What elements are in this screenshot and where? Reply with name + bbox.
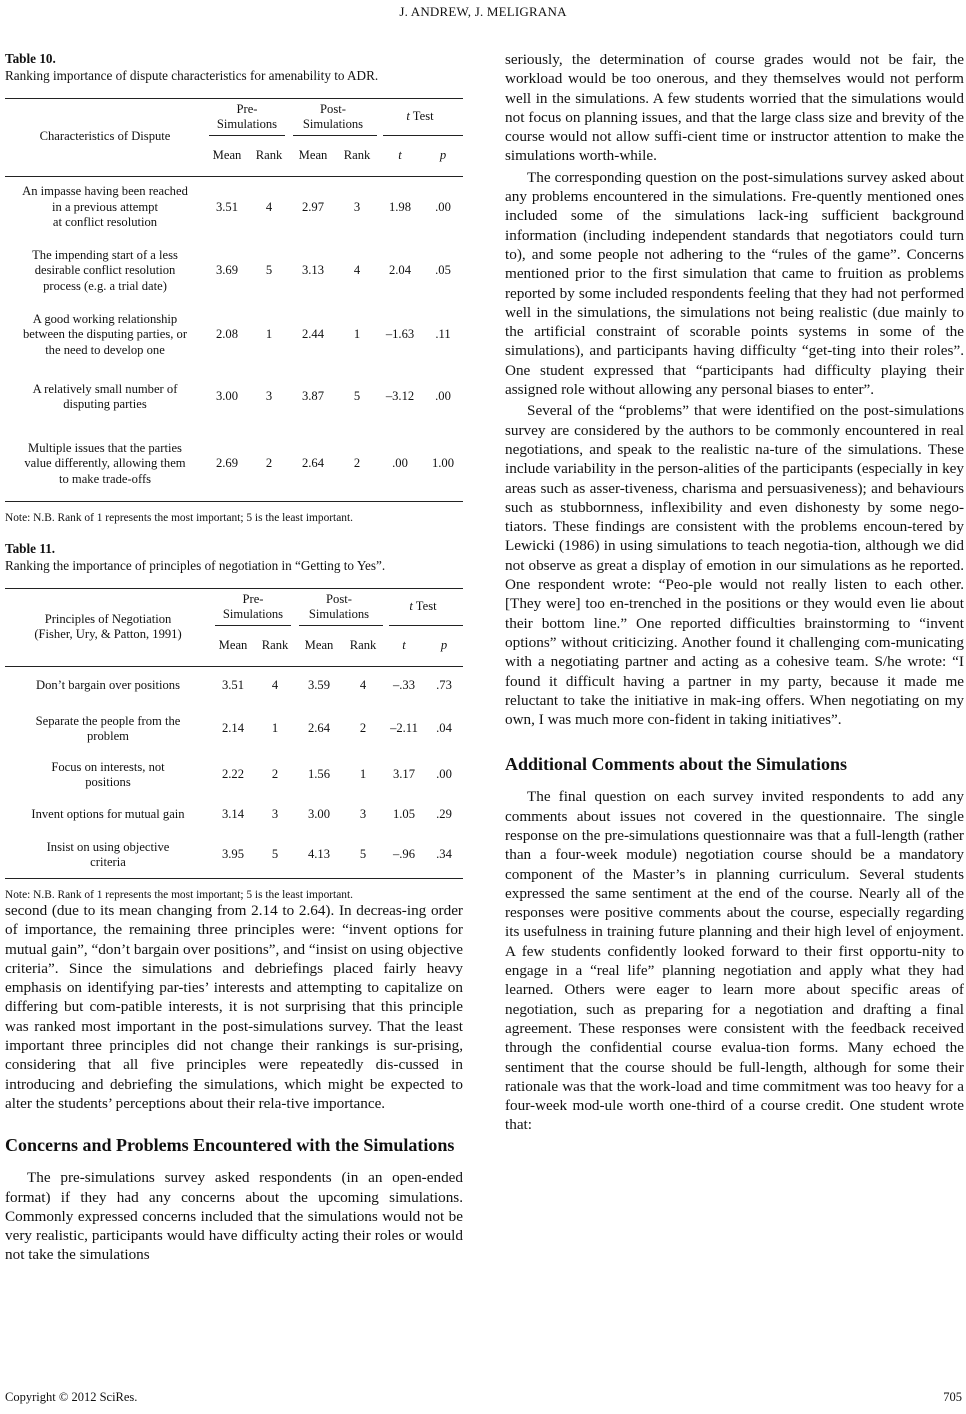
table-11-note: Note: N.B. Rank of 1 represents the most important; 5 is the least important. [5, 889, 353, 901]
table-11-sub-rank-pre: Rank [261, 638, 289, 653]
table-10-sub-rank-post: Rank [343, 148, 371, 163]
pre-rank: 4 [265, 199, 273, 214]
table-10-sub-mean-pre: Mean [212, 148, 242, 163]
pre-mean: 3.51 [215, 199, 239, 214]
pre-mean: 3.51 [221, 678, 245, 693]
t-value: –3.12 [385, 389, 415, 404]
left-column-text [5, 901, 463, 1265]
row-label: A good working relationship between the disputing parties, or the need to develop one [22, 311, 188, 357]
pre-mean: 3.95 [221, 847, 245, 862]
pre-rank: 3 [271, 807, 279, 822]
t-value: –1.63 [385, 327, 415, 342]
table-11-sub-p: p [440, 638, 448, 653]
t-value: 1.05 [392, 807, 416, 822]
table-row [5, 706, 463, 752]
t-value: –.96 [392, 847, 416, 862]
pre-mean: 2.14 [221, 721, 245, 736]
pre-mean: 2.08 [215, 327, 239, 342]
post-mean: 2.64 [307, 721, 331, 736]
post-rank: 4 [353, 263, 361, 278]
pre-mean: 2.22 [221, 767, 245, 782]
p-value: .00 [435, 389, 451, 404]
pre-rank: 2 [265, 456, 273, 471]
t-value: –2.11 [390, 721, 418, 736]
table-row [5, 832, 463, 878]
table-11-title: Table 11. [5, 541, 56, 556]
table-10-header-pre: Pre- Simulations [216, 101, 278, 131]
row-label: An impasse having been reached in a previous attempt at conflict resolution [22, 184, 188, 230]
table-row [5, 752, 463, 798]
post-rank: 1 [353, 327, 361, 342]
table-11-sub-mean-post: Mean [304, 638, 334, 653]
table-10-header-post: Post- Simulations [302, 101, 364, 131]
table-row [5, 176, 463, 239]
table-11-sub-t: t [402, 638, 406, 653]
row-label: Separate the people from the problem [35, 713, 181, 743]
table-11-header-pre: Pre- Simulations [222, 591, 284, 621]
table-row [5, 798, 463, 832]
post-rank: 2 [359, 721, 367, 736]
row-label: Multiple issues that the parties value differently, allowing them to make trade-offs [24, 440, 186, 486]
t-value: 1.98 [388, 199, 412, 214]
t-value: .00 [392, 456, 408, 471]
table-10-caption: Ranking importance of dispute characteristics for amenability to ADR. [5, 68, 379, 83]
pre-mean: 3.14 [221, 807, 245, 822]
table-11-grid [5, 588, 463, 878]
post-mean: 2.64 [301, 456, 325, 471]
post-rank: 1 [359, 767, 367, 782]
post-mean: 3.00 [307, 807, 331, 822]
table-11 [5, 540, 463, 901]
pre-rank: 4 [271, 678, 279, 693]
table-10-grid [5, 98, 463, 501]
post-rank: 3 [359, 807, 367, 822]
table-10 [5, 50, 463, 524]
pre-rank: 5 [265, 263, 273, 278]
table-10-sub-rank-pre: Rank [255, 148, 283, 163]
pre-rank: 1 [265, 327, 273, 342]
table-11-header-post: Post- Simulations [308, 591, 370, 621]
p-value: .00 [435, 199, 451, 214]
paragraph: Several of the “problems” that were identified on the post-simulations survey are considered by the authors to be commonly encountered in real negotiations, and speak to the realistic na-ture of the simulations. These include variability in the person-alities of the participants (especially in key areas such as asser-tiveness, charisma and persuasiveness); and behaviours such as stubbornness, inflexibility and even dishonesty by some nego-tiators. These findings are consistent with the problems encoun-tered by Lewicki (1986) in using simulations to teach negotia-tion, although we did not observe as great a display of emotion in our simulations as he reported. One respondent wrote: “Peo-ple would not really listen to each other. [They were] too en-trenched in the positions or they would even lie about their bottom line.” One reported difficulties brainstorming to “invent options” without criticizing. Another found it challenging com-municating with a negotiating partner and acting as a cohesive team. S/he wrote: “I found it difficult having a partner in my party, because it made me reluctant to take the initiative in mak-ing offers. When negotiating on my own, I was much more con-fident in taking initiatives”. [505, 402, 964, 729]
table-10-header-ttest: t Test [406, 109, 434, 124]
post-rank: 3 [353, 199, 361, 214]
pre-mean: 3.69 [215, 263, 239, 278]
row-label: Insist on using objective criteria [46, 839, 170, 869]
right-column-text [505, 50, 964, 1135]
page-number: 705 [943, 1390, 962, 1404]
p-value: .00 [436, 767, 452, 782]
post-rank: 5 [353, 389, 361, 404]
copyright: Copyright © 2012 SciRes. [5, 1390, 138, 1404]
p-value: .73 [436, 678, 452, 693]
pre-rank: 3 [265, 389, 273, 404]
row-label: Invent options for mutual gain [31, 807, 185, 822]
table-10-sub-mean-post: Mean [298, 148, 328, 163]
post-mean: 2.97 [301, 199, 325, 214]
post-mean: 1.56 [307, 767, 331, 782]
paragraph: seriously, the determination of course grades would not be fair, the workload would be too onerous, and they themselves would not perform well in the simulations. A few students worried that the simulations would not focus on planning issues, and that the large class size and brevity of the course would not allow suffi-cient time or instructor attention to make the simulations worth-while. [505, 51, 964, 165]
paragraph: second (due to its mean changing from 2.14 to 2.64). In decreas-ing order of importance, the remaining three principles were: “invent options for mutual gain”, “don’t bargain over positions”, and “insist on using objective criteria”. Since the simulations and debriefings placed fairly heavy emphasis on identifying par-ties’ interests and attempting to capitalize on differing but com-patible interests, it is not surprising that this principle was ranked most important in the post-simulations survey. That the least important three principles did not change their rankings is sur-prising, considering that all five principles were repeatedly dis-cussed in introducing and debriefing the simulations, which might be expected to alter the students’ perceptions about their rela-tive importance. [5, 902, 463, 1112]
table-11-caption: Ranking the importance of principles of negotiation in “Getting to Yes”. [5, 558, 386, 573]
paragraph: The pre-simulations survey asked respondents (in an open-ended format) if they had any concerns about the upcoming simulations. Commonly expressed concerns included that the simulations would not be very realistic, participants would have difficulty acting their roles or would not take the simulations [5, 1169, 463, 1264]
post-mean: 4.13 [307, 847, 331, 862]
p-value: .04 [436, 721, 452, 736]
row-label: Don’t bargain over positions [36, 678, 180, 693]
post-rank: 4 [359, 678, 367, 693]
table-row [5, 239, 463, 303]
section-heading-concerns: Concerns and Problems Encountered with the Simulations [5, 1135, 455, 1156]
table-11-header-ttest: t Test [409, 599, 437, 614]
paragraph: The corresponding question on the post-simulations survey asked about any problems encountered in the simulations. Fre-quently mentioned ones included some of the simulations lack-ing sufficient background information (including independent standards that negotiators could turn to), and some people not adhering to the “rules of the game”. Concerns mentioned prior to the first simulation that came to fruition as problems reported by some included respondents feeling that they had not performed well in the simulations, the simulations not being realistic (due mainly to the artificial constraint of scorable points systems in some of the simulations), and participants having difficulty “get-ting into their roles”. One student expressed that “participants had difficulty playing their assigned role without allowing any personal biases to enter”. [505, 168, 964, 399]
p-value: 1.00 [431, 456, 455, 471]
p-value: .34 [436, 847, 452, 862]
table-row [5, 427, 463, 501]
t-value: 2.04 [388, 263, 412, 278]
table-11-sub-rank-post: Rank [349, 638, 377, 653]
t-value: –.33 [392, 678, 416, 693]
running-header: J. ANDREW, J. MELIGRANA [399, 4, 567, 19]
pre-mean: 3.00 [215, 389, 239, 404]
t-value: 3.17 [392, 767, 416, 782]
table-10-sub-p: p [439, 148, 447, 163]
paragraph: The final question on each survey invited respondents to add any comments about issues not covered in the questionnaire. The single response on the pre-simulations questionnaire was that a full-length (rather than a four-week module) negotiation course should be a mandatory component of the Master’s in planning curriculum. Several students expressed the same sentiment at the end of the course. Nearly all of the responses were positive comments about the course, especially regarding its usefulness in training future planning and their high level of enjoyment. A few students confidently looked forward to their first opportu-nity to engage in a “real life” planning negotiation and apply what they had learned. Others were eager to learn more about specific areas of negotiation, such as preparing for a negotiation and drafting a final agreement. These responses were consistent with the feedback received through the confidential course evalua-tion forms. Many echoed the sentiment that the course should be full-length, although for some their rationale was that the work-load and time commitment was too heavy for a four-week mod-ule worth one-third of a course credit. One student wrote that: [505, 788, 964, 1134]
pre-rank: 2 [271, 767, 279, 782]
post-rank: 2 [353, 456, 361, 471]
table-10-title: Table 10. [5, 51, 56, 66]
pre-rank: 5 [271, 847, 279, 862]
post-mean: 3.13 [301, 263, 325, 278]
section-heading-additional-comments: Additional Comments about the Simulations [505, 754, 848, 775]
table-11-sub-mean-pre: Mean [218, 638, 248, 653]
post-rank: 5 [359, 847, 367, 862]
p-value: .05 [435, 263, 451, 278]
table-11-header-principles: Principles of Negotiation (Fisher, Ury, & Patton, 1991) [34, 611, 182, 641]
p-value: .11 [435, 327, 451, 342]
table-row [5, 666, 463, 706]
pre-mean: 2.69 [215, 456, 239, 471]
post-mean: 2.44 [301, 327, 325, 342]
row-label: Focus on interests, not positions [51, 759, 165, 789]
p-value: .29 [436, 807, 452, 822]
post-mean: 3.87 [301, 389, 325, 404]
table-row [5, 367, 463, 427]
row-label: A relatively small number of disputing parties [32, 381, 178, 411]
table-row [5, 303, 463, 367]
table-10-sub-t: t [398, 148, 402, 163]
post-mean: 3.59 [307, 678, 331, 693]
table-10-note: Note: N.B. Rank of 1 represents the most important; 5 is the least important. [5, 512, 353, 524]
table-10-header-characteristics: Characteristics of Dispute [39, 129, 171, 144]
pre-rank: 1 [271, 721, 279, 736]
row-label: The impending start of a less desirable conflict resolution process (e.g. a trial date) [32, 247, 178, 293]
